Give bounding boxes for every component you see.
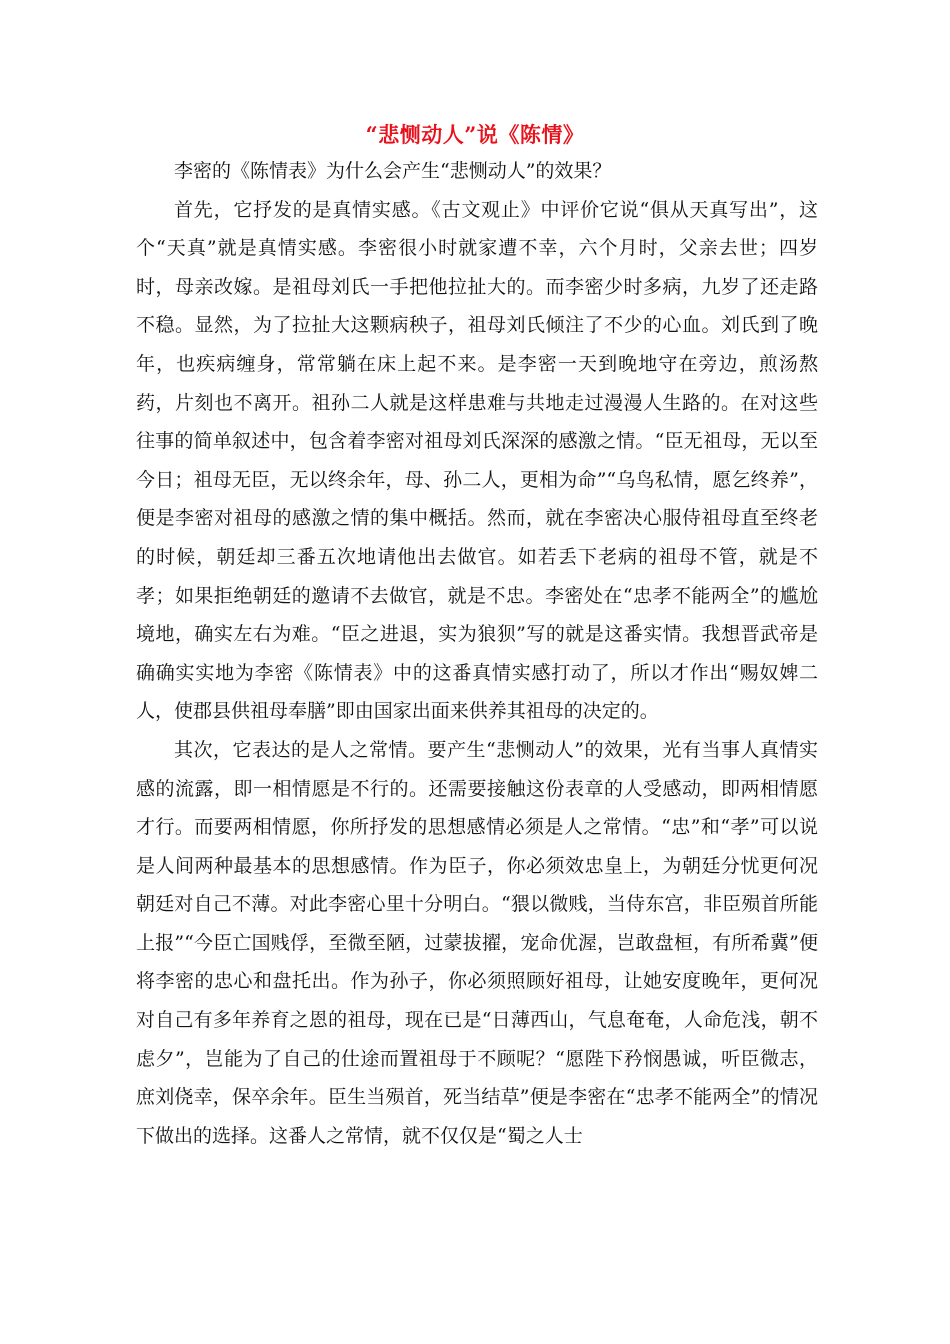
document-title: “悲恻动人”说《陈情》 bbox=[365, 122, 585, 147]
paragraph-second-point: 其次，它表达的是人之常情。要产生“悲恻动人”的效果，光有当事人真情实感的流露，即一相情愿是不行的。还需要接触这份表章的人受感动，即两相情愿才行。而要两相情愿，你所抒发的思想感情必须是人之常情。“忠”和“孝”可以说是人间两种最基本的思想感情。作为臣子，你必须效忠皇上，为朝廷分忧更何况朝廷对自己不薄。对此李密心里十分明白。“猥以微贱，当侍东宫，非臣殒首所能上报”“今臣亡国贱俘，至微至陋，过蒙拔擢，宠命优渥，岂敢盘桓，有所希冀”便将李密的忠心和盘托出。作为孙子，你必须照顾好祖母，让她安度晚年，更何况对自己有多年养育之恩的祖母，现在已是“日薄西山，气息奄奄，人命危浅，朝不虑夕”，岂能为了自己的仕途而置祖母于不顾呢？“愿陛下矜悯愚诚，听臣微志，庶刘侥幸，保卒余年。臣生当殒首，死当结草”便是李密在“忠孝不能两全”的情况下做出的选择。这番人之常情，就不仅仅是“蜀之人士 bbox=[136, 738, 818, 1147]
paragraph-question: 李密的《陈情表》为什么会产生“悲恻动人”的效果？ bbox=[174, 160, 612, 182]
paragraph-first-point: 首先，它抒发的是真情实感。《古文观止》中评价它说“俱从天真写出”，这个“天真”就是真情实感。李密很小时就家遭不幸，六个月时，父亲去世；四岁时，母亲改嫁。是祖母刘氏一手把他拉扯大的。而李密少时多病，九岁了还走路不稳。显然，为了拉扯大这颗病秧子，祖母刘氏倾注了不少的心血。刘氏到了晚年，也疾病缠身，常常躺在床上起不来。是李密一天到晚地守在旁边，煎汤熬药，片刻也不离开。祖孙二人就是这样患难与共地走过漫漫人生路的。在对这些往事的简单叙述中，包含着李密对祖母刘氏深深的感激之情。“臣无祖母，无以至今日；祖母无臣，无以终余年，母、孙二人，更相为命”“乌鸟私情，愿乞终养”，便是李密对祖母的感激之情的集中概括。然而，就在李密决心服侍祖母直至终老的时候，朝廷却三番五次地请他出去做官。如若丢下老病的祖母不管，就是不孝；如果拒绝朝廷的邀请不去做官，就是不忠。李密处在“忠孝不能两全”的尴尬境地，确实左右为难。“臣之进退，实为狼狈”写的就是这番实情。我想晋武帝是确确实实地为李密《陈情表》中的这番真情实感打动了，所以才作出“赐奴婢二人，使郡县供祖母奉膳”即由国家出面来供养其祖母的决定的。 bbox=[136, 198, 818, 723]
document-body bbox=[136, 152, 818, 1155]
